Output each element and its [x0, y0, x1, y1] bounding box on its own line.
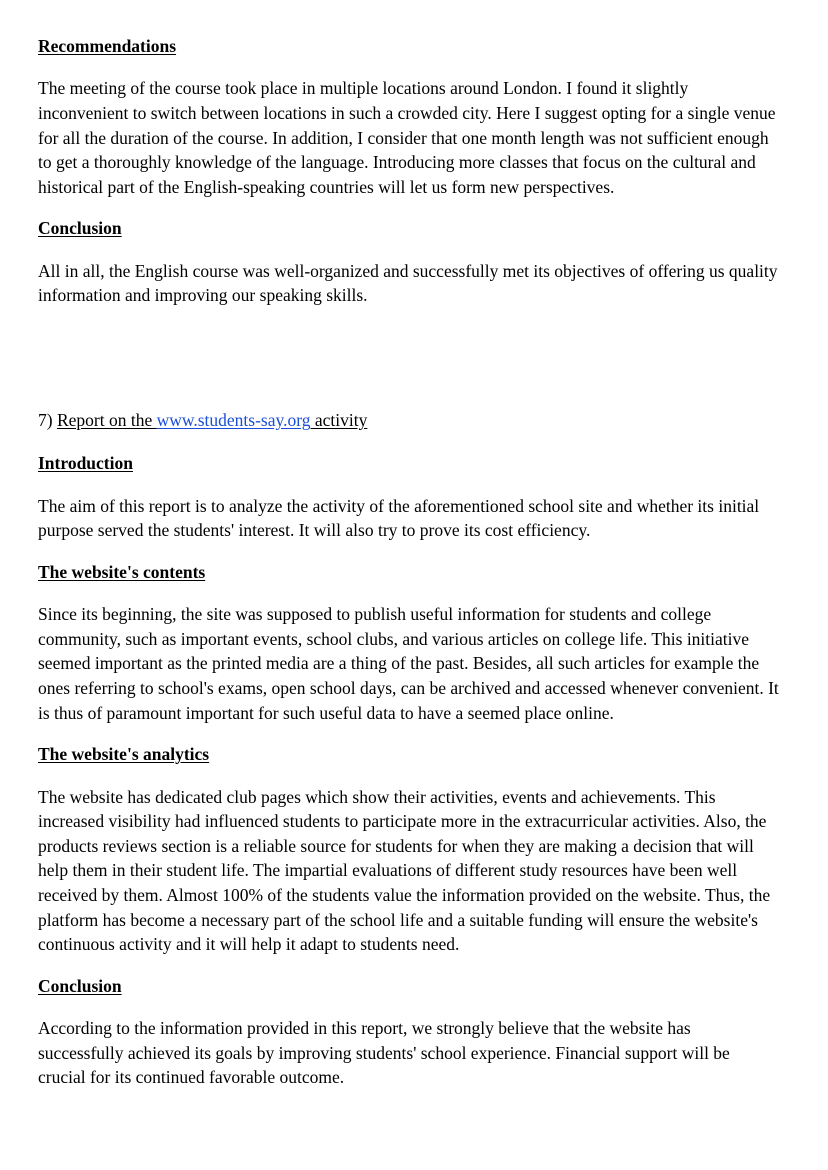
heading-conclusion-2: Conclusion [38, 975, 122, 996]
heading-website-contents: The website's contents [38, 561, 206, 582]
report-number: 7) [38, 409, 57, 430]
students-say-link[interactable]: www.students-say.org [156, 409, 311, 430]
spacer [38, 725, 780, 742]
spacer [38, 242, 780, 259]
paragraph-website-analytics: The website has dedicated club pages which show their activities, events and achievements. This increased visibility had influenced students to participate more in the extracurricular activities. Also, the products reviews section is a reliable source for students for when they are making a decision that will help them in their student life. The impartial evaluations of different study resources have been well received by them. Almost 100% of the students value the information provided on the website. Thus, the platform has become a necessary part of the school life and a suitable funding will ensure the website's continuous activity and it will help it adapt to students need. [38, 786, 771, 955]
heading-website-analytics: The website's analytics [38, 744, 210, 765]
paragraph-website-contents: Since its beginning, the site was supposed to publish useful information for students and college community, such as important events, school clubs, and various articles on college life. This initiative seemed important as the printed media are a thing of the past. Besides, all such articles for example the ones referring to school's exams, open school days, can be archived and accessed whenever convenient. It is thus of paramount important for such useful data to have a seemed place online. [38, 604, 779, 723]
spacer [38, 59, 780, 76]
spacer [38, 585, 780, 602]
spacer [38, 477, 780, 494]
spacer [38, 999, 780, 1016]
paragraph-conclusion-2: According to the information provided in this report, we strongly believe that the website has successfully achieved its goals by improving students' school experience. Financial support will be crucial for its continued favorable outcome. [38, 1018, 730, 1088]
spacer [38, 957, 780, 974]
paragraph-introduction: The aim of this report is to analyze the activity of the aforementioned school site and whether its initial purpose served the students' interest. It will also try to prove its cost efficiency. [38, 495, 760, 541]
paragraph-conclusion-1: All in all, the English course was well-organized and successfully met its objectives of offering us quality information and improving our speaking skills. [38, 260, 778, 306]
heading-introduction: Introduction [38, 453, 133, 474]
spacer [38, 543, 780, 560]
section-gap [38, 308, 780, 408]
paragraph-recommendations: The meeting of the course took place in multiple locations around London. I found it slightly inconvenient to switch between locations in such a crowded city. Here I suggest opting for a single venue for all the duration of the course. In addition, I consider that one month length was not sufficient enough to get a thoroughly knowledge of the language. Introducing more classes that focus on the cultural and historical part of the English-speaking countries will let us form new perspectives. [38, 78, 776, 197]
spacer [38, 433, 780, 451]
report-title-suffix: activity [310, 409, 368, 430]
heading-recommendations: Recommendations [38, 36, 177, 56]
report-title-prefix: Report on the [56, 409, 157, 430]
heading-conclusion-1: Conclusion [38, 218, 122, 239]
spacer [38, 199, 780, 216]
report-title [38, 408, 780, 433]
spacer [38, 768, 780, 785]
